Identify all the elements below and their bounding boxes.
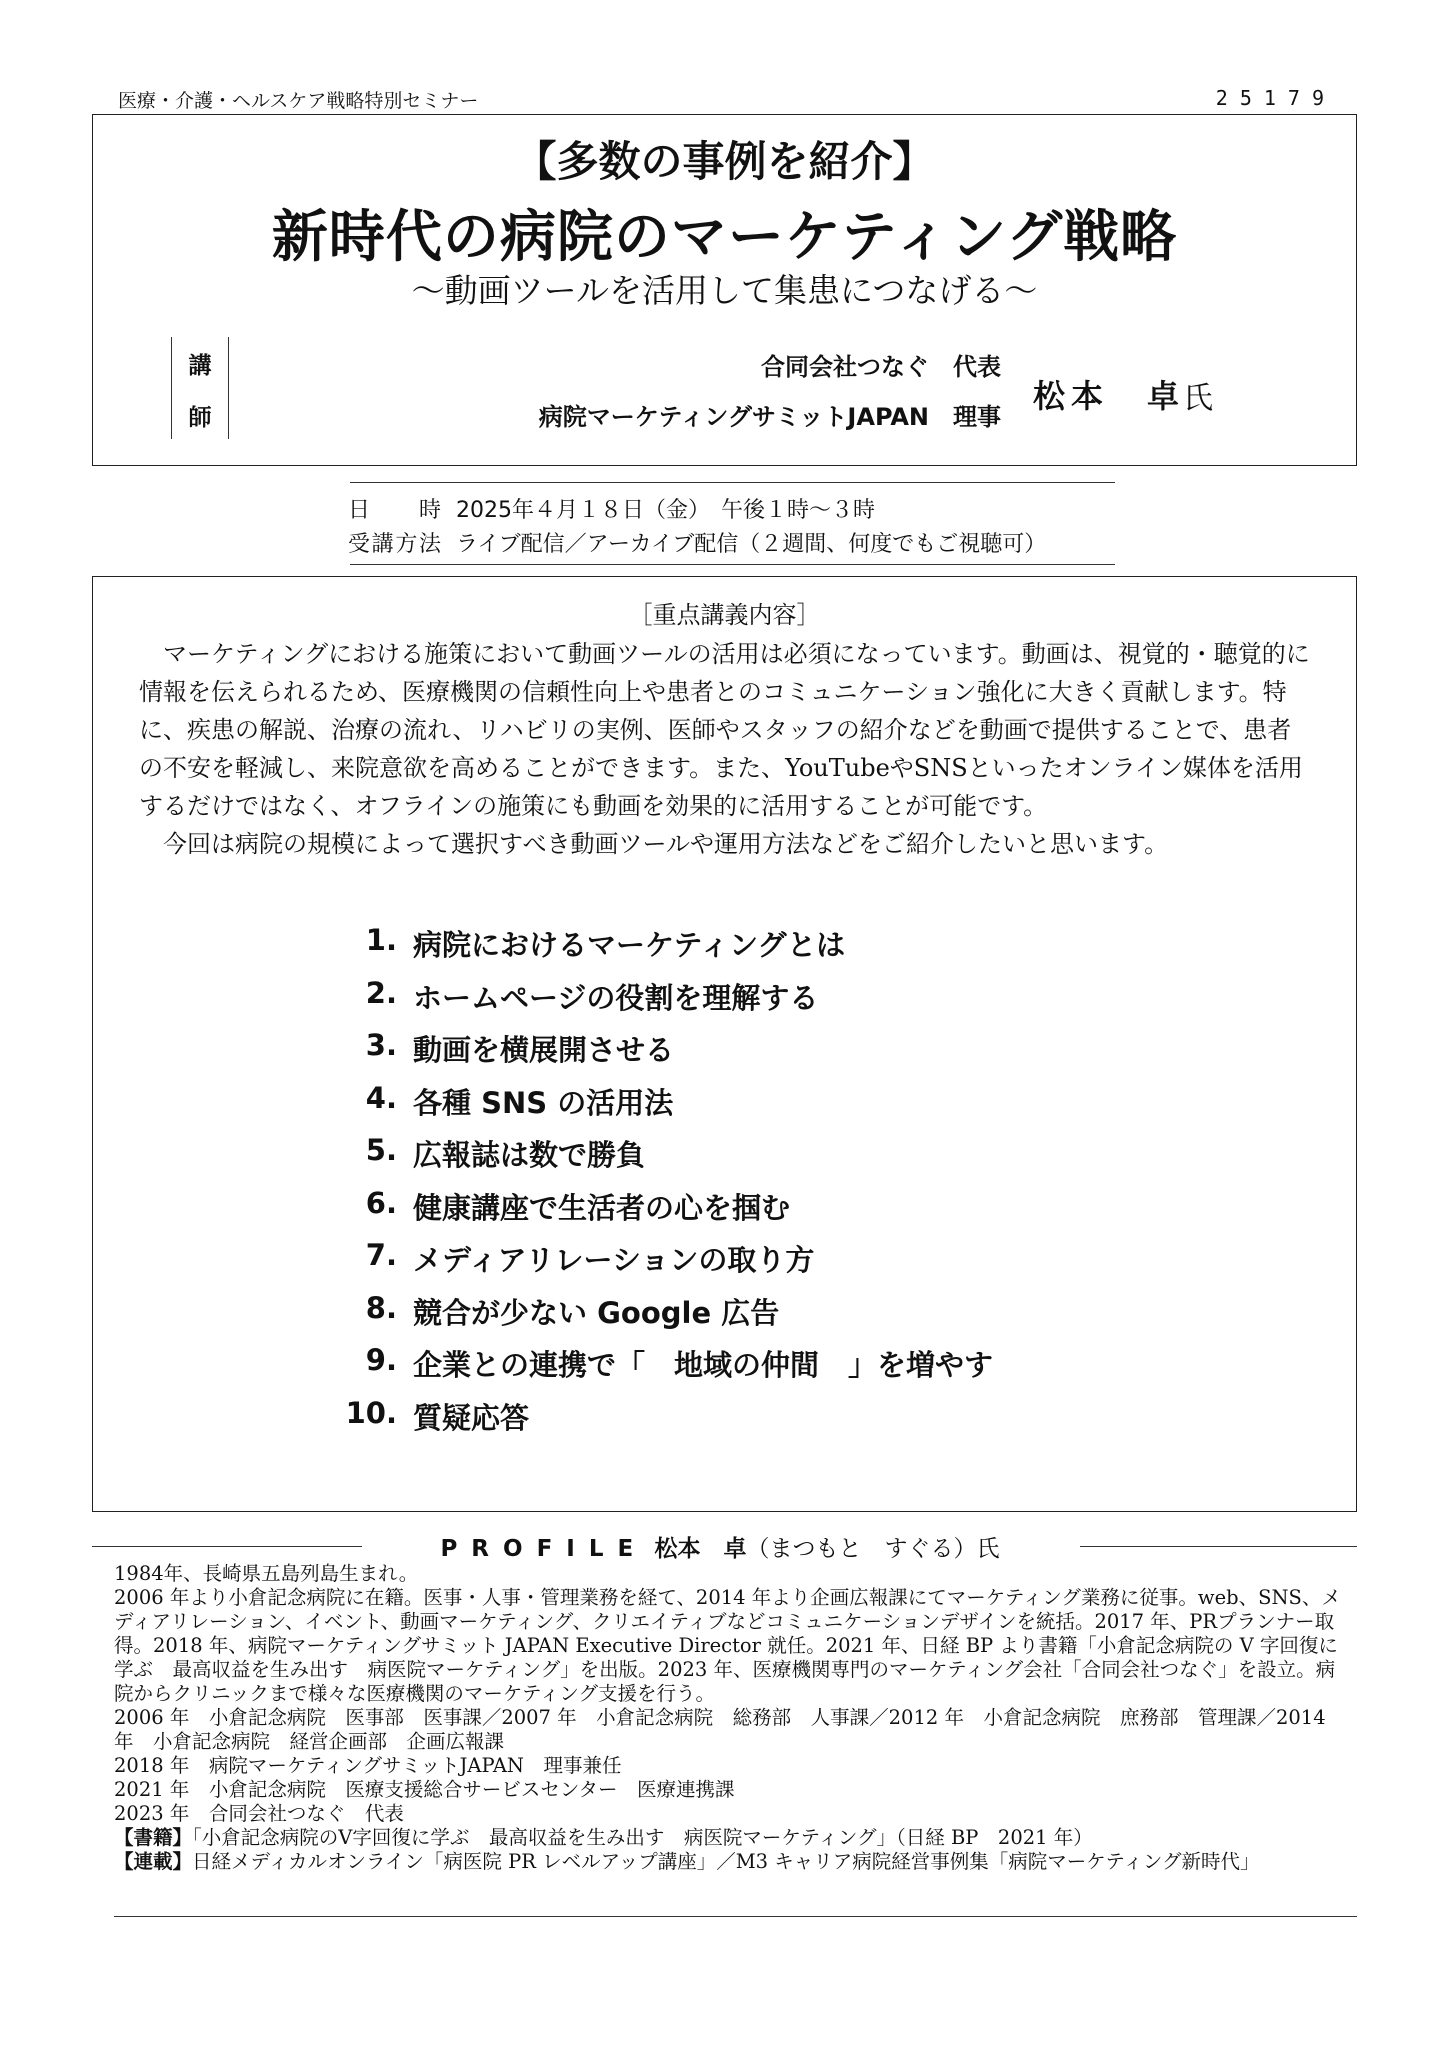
- profile-serial: [114, 1850, 1346, 1874]
- profile-name: 松本 卓: [654, 1536, 747, 1562]
- page-title: 新時代の病院のマーケティング戦略: [271, 205, 1178, 270]
- method-value: ライブ配信／アーカイブ配信（２週間、何度でもご視聴可）: [456, 532, 1047, 557]
- profile-body: [114, 1562, 1346, 1874]
- profile-rule-right: [1080, 1546, 1357, 1547]
- date-row: [348, 493, 875, 524]
- profile-history-3: 2021 年 小倉記念病院 医療支援総合サービスセンター 医療連携課: [114, 1778, 735, 1801]
- speaker-affiliation-1: 合同会社つなぐ 代表: [761, 353, 1001, 381]
- method-label: 受講方法: [348, 532, 441, 557]
- lecturer-label-1: 講: [188, 352, 212, 379]
- speaker-honorific: 氏: [1183, 381, 1213, 416]
- info-top-rule: [350, 482, 1115, 483]
- profile-label: PROFILE: [440, 1536, 648, 1562]
- intro-paragraph-1: マーケティングにおける施策において動画ツールの活用は必須になっています。動画は、視覚的・聴覚的に情報を伝えられるため、医療機関の信頼性向上や患者とのコミュニケーション強化に大きく貢献します。特に、疾患の解説、治療の流れ、リハビリの実例、医師やスタッフの紹介などを動画で提供することで、患者の不安を軽減し、来院意欲を高めることができます。また、YouTubeやSNSといったオンライン媒体を活用するだけではなく、オフラインの施策にも動画を効果的に活用することが可能です。: [139, 640, 1310, 820]
- title-box: [92, 114, 1357, 466]
- books-label: 【書籍】: [114, 1826, 193, 1849]
- date-label: 日時: [348, 498, 441, 523]
- method-row: [348, 527, 1046, 558]
- profile-history-2: 2018 年 病院マーケティングサミットJAPAN 理事兼任: [114, 1754, 622, 1777]
- kicker-heading: 【多数の事例を紹介】: [514, 137, 935, 186]
- profile-heading: [360, 1530, 1080, 1563]
- profile-rule-left: [92, 1546, 362, 1547]
- page-subtitle: ～動画ツールを活用して集患につなげる～: [411, 271, 1038, 310]
- serial-label: 【連載】: [114, 1850, 193, 1873]
- lecture-content-box: ［重点講義内容］ マーケティングにおける施策において動画ツールの活用は必須になっています。動画は、視覚的・聴覚的に情報を伝えられるため、医療機関の信頼性向上や患者とのコミュニケーション強化に大きく貢献します。特に、疾患の解説、治療の流れ、リハビリの実例、医師やスタッフの紹介などを動画で提供することで、患者の不安を軽減し、来院意欲を高めることができます。また、YouTubeやSNSといったオンライン媒体を活用するだけではなく、オフラインの施策にも動画を効果的に活用することが可能です。 今回は病院の規模によって選択すべき動画ツールや運用方法などをご紹介したいと思います。 1. 病院におけるマーケティングとは 2. ホームページの役割を理解する 3. 動画を横展開させる 4. 各種 SNS の活用法 5. 広報誌は数で勝負 6. 健康講座で生活者の心を掴む 7. メディアリレーションの取り方 8. 競合が少ない Google 広告 9. 企業との連携で「 地域の仲間 」を増やす 10. 質疑応答: [92, 576, 1357, 1512]
- speaker-name: 松本 卓: [1033, 377, 1186, 415]
- speaker-affiliation-2: 病院マーケティングサミットJAPAN 理事: [538, 403, 1001, 431]
- seminar-code: 25179: [1215, 86, 1336, 110]
- lecturer-label-2: 師: [188, 404, 212, 431]
- serial-text: 日経メディカルオンライン「病医院 PR レベルアップ講座」／M3 キャリア病院経営事例集「病院マーケティング新時代」: [192, 1850, 1260, 1873]
- intro-paragraph-2: 今回は病院の規模によって選択すべき動画ツールや運用方法などをご紹介したいと思います。: [163, 830, 1169, 858]
- profile-books: [114, 1826, 1346, 1850]
- profile-reading: （まつもと すぐる）氏: [746, 1536, 1000, 1562]
- profile-history-1: 2006 年 小倉記念病院 医事部 医事課／2007 年 小倉記念病院 総務部 人事課／2012 年 小倉記念病院 庶務部 管理課／2014 年 小倉記念病院 経営企画部 企画広報課: [114, 1706, 1326, 1753]
- profile-career: 2006 年より小倉記念病院に在籍。医事・人事・管理業務を経て、2014 年より企画広報課にてマーケティング業務に従事。web、SNS、メディアリレーション、イベント、動画マーケティング、クリエイティブなどコミュニケーションデザインを統括。2017 年、PRプランナー取得。2018 年、病院マーケティングサミット JAPAN Executive Director 就任。2021 年、日経 BP より書籍「小倉記念病院の V 字回復に学ぶ 最高収益を生み出す 病医院マーケティング」を出版。2023 年、医療機関専門のマーケティング会社「合同会社つなぐ」を設立。病院からクリニックまで様々な医療機関のマーケティング支援を行う。: [114, 1586, 1341, 1705]
- books-text: 「小倉記念病院のV字回復に学ぶ 最高収益を生み出す 病医院マーケティング」（日経 BP 2021 年）: [192, 1826, 1093, 1849]
- profile-bio: 1984年、長崎県五島列島生まれ。: [114, 1562, 419, 1585]
- profile-history-4: 2023 年 合同会社つなぐ 代表: [114, 1802, 404, 1825]
- lecturer-label-column: [171, 337, 229, 439]
- intro-text: [139, 635, 1314, 863]
- section-label: ［重点講義内容］: [628, 601, 821, 629]
- date-value: 2025年４月１８日（金） 午後１時～３時: [456, 498, 875, 523]
- info-bottom-rule: [350, 564, 1115, 565]
- bottom-rule: [114, 1916, 1357, 1917]
- seminar-series-label: 医療・介護・ヘルスケア戦略特別セミナー: [118, 90, 479, 112]
